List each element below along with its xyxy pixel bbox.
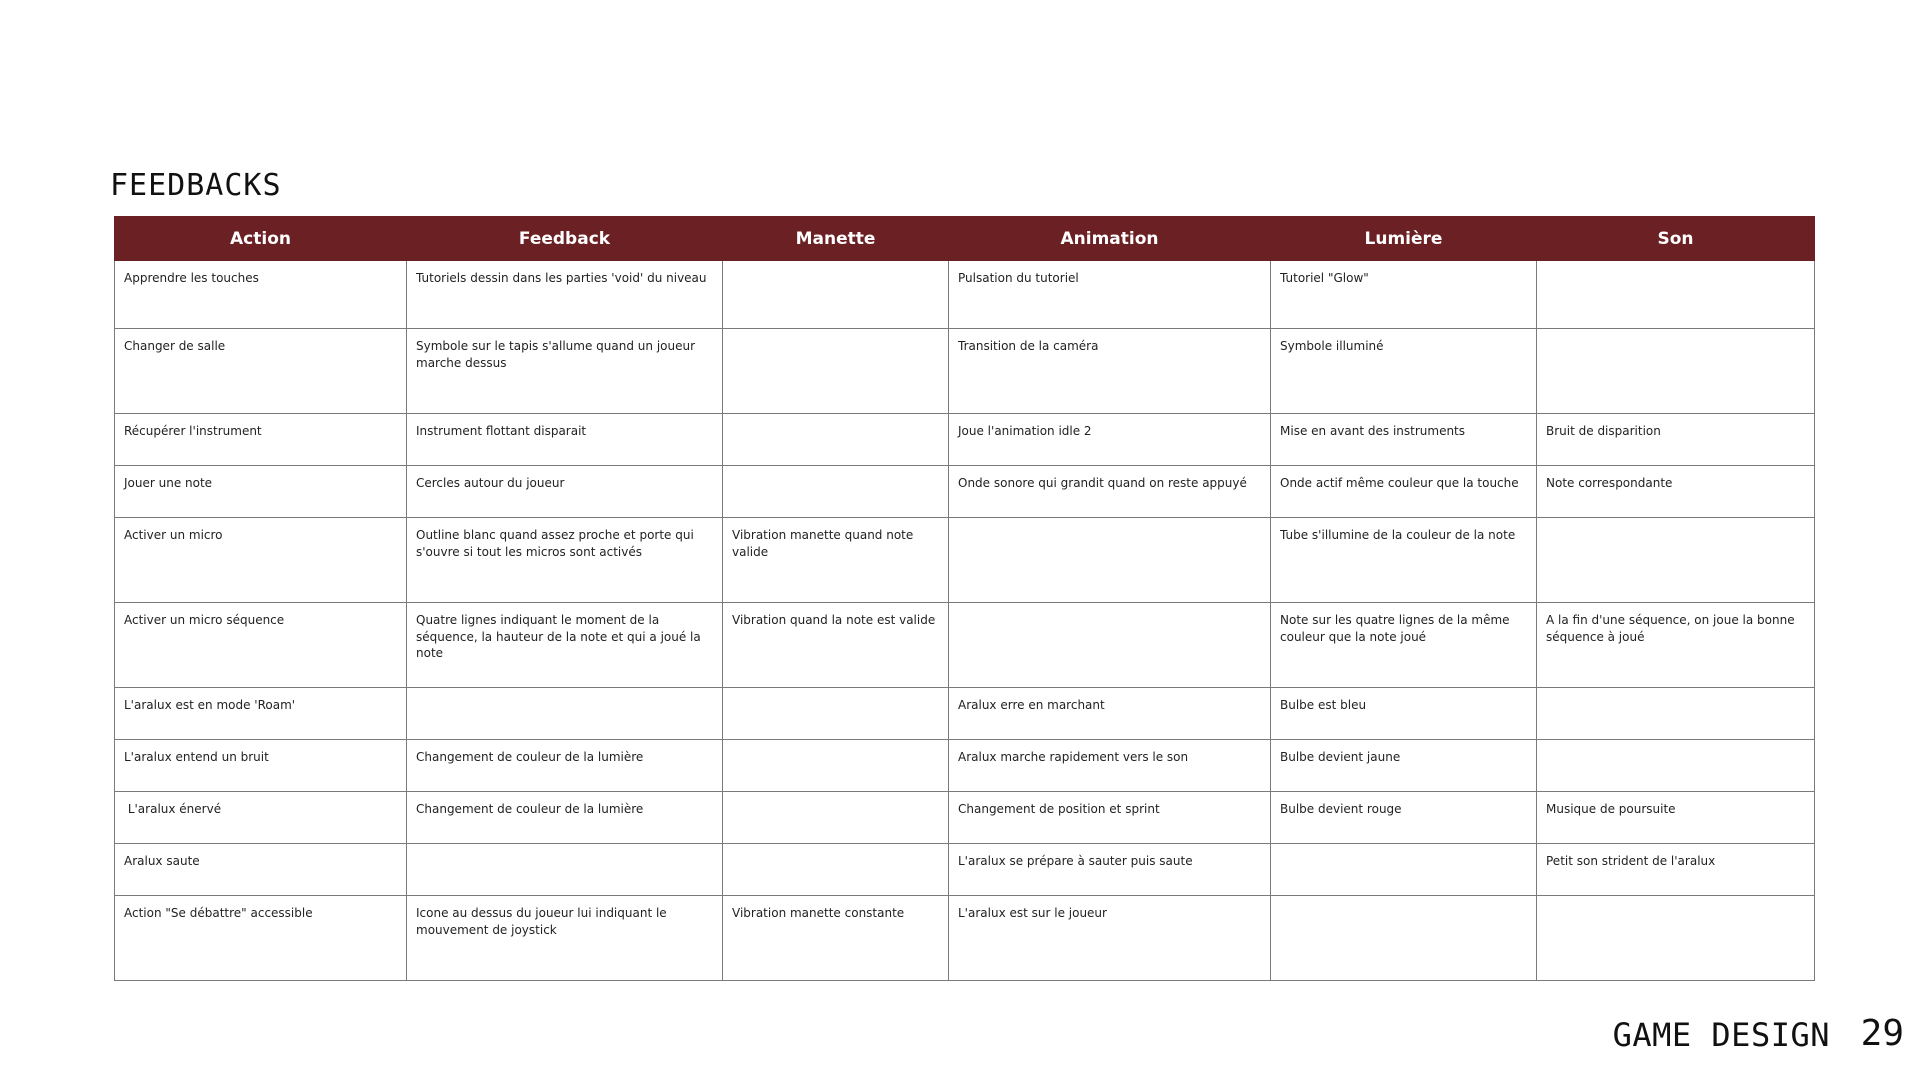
table-cell [723,740,949,792]
header-manette: Manette [723,217,949,261]
table-row [115,844,1815,896]
table-cell: Pulsation du tutoriel [949,261,1271,329]
table-cell [723,792,949,844]
footer-section-label: GAME DESIGN [1612,1016,1830,1054]
table-cell: Mise en avant des instruments [1271,414,1537,466]
table-row [115,740,1815,792]
table-cell: Changement de position et sprint [949,792,1271,844]
table-cell [1537,688,1815,740]
table-cell: Tube s'illumine de la couleur de la note [1271,518,1537,603]
table-cell: Vibration manette constante [723,896,949,981]
table-cell: Symbole sur le tapis s'allume quand un joueur marche dessus [407,329,723,414]
header-animation: Animation [949,217,1271,261]
table-cell [723,844,949,896]
table-cell: Aralux saute [115,844,407,896]
table-row [115,466,1815,518]
table-cell: Musique de poursuite [1537,792,1815,844]
table-cell [1537,896,1815,981]
table-row [115,329,1815,414]
table-cell [1537,518,1815,603]
table-cell: L'aralux énervé [115,792,407,844]
table-cell: Aralux erre en marchant [949,688,1271,740]
table-cell: L'aralux se prépare à sauter puis saute [949,844,1271,896]
table-cell [1537,329,1815,414]
table-cell: L'aralux est en mode 'Roam' [115,688,407,740]
table-cell [949,518,1271,603]
table-cell [407,844,723,896]
table-cell: Tutoriels dessin dans les parties 'void' du niveau [407,261,723,329]
table-cell: Action "Se débattre" accessible [115,896,407,981]
table-cell [723,414,949,466]
table-cell: Aralux marche rapidement vers le son [949,740,1271,792]
header-lumiere: Lumière [1271,217,1537,261]
table-cell: Vibration manette quand note valide [723,518,949,603]
table-row [115,414,1815,466]
page-title: FEEDBACKS [110,168,282,203]
table-cell [723,329,949,414]
table-cell: A la fin d'une séquence, on joue la bonne séquence à joué [1537,603,1815,688]
table-cell: Jouer une note [115,466,407,518]
table-cell: Activer un micro [115,518,407,603]
header-feedback: Feedback [407,217,723,261]
table-row [115,518,1815,603]
table-cell: L'aralux est sur le joueur [949,896,1271,981]
table-cell [723,688,949,740]
table-row [115,261,1815,329]
table-cell: Récupérer l'instrument [115,414,407,466]
table-cell: Changement de couleur de la lumière [407,792,723,844]
table-row [115,603,1815,688]
table-cell: Icone au dessus du joueur lui indiquant le mouvement de joystick [407,896,723,981]
table-cell: Symbole illuminé [1271,329,1537,414]
table-cell: Changer de salle [115,329,407,414]
table-cell: Joue l'animation idle 2 [949,414,1271,466]
table-row [115,792,1815,844]
table-cell [1537,261,1815,329]
table-cell: Bulbe devient rouge [1271,792,1537,844]
table-cell: Instrument flottant disparait [407,414,723,466]
table-cell: Cercles autour du joueur [407,466,723,518]
table-row [115,896,1815,981]
feedback-table [114,216,1815,981]
table-header-row [115,217,1815,261]
table-cell: Quatre lignes indiquant le moment de la séquence, la hauteur de la note et qui a joué la note [407,603,723,688]
table-cell: Outline blanc quand assez proche et porte qui s'ouvre si tout les micros sont activés [407,518,723,603]
table-cell [1537,740,1815,792]
table-cell: Vibration quand la note est valide [723,603,949,688]
table-cell: Transition de la caméra [949,329,1271,414]
table-cell: Onde sonore qui grandit quand on reste appuyé [949,466,1271,518]
table-cell: Bulbe est bleu [1271,688,1537,740]
table-cell: Note correspondante [1537,466,1815,518]
table-cell [723,466,949,518]
table-cell [1271,896,1537,981]
table-cell: Onde actif même couleur que la touche [1271,466,1537,518]
table-cell [949,603,1271,688]
table-cell: Note sur les quatre lignes de la même couleur que la note joué [1271,603,1537,688]
table-cell [723,261,949,329]
table-cell [407,688,723,740]
table-cell: Tutoriel "Glow" [1271,261,1537,329]
table-cell: Bulbe devient jaune [1271,740,1537,792]
page-number: 29 [1860,1013,1904,1054]
table-cell: Activer un micro séquence [115,603,407,688]
table-cell [1271,844,1537,896]
table-cell: Bruit de disparition [1537,414,1815,466]
table-cell: Apprendre les touches [115,261,407,329]
header-action: Action [115,217,407,261]
header-son: Son [1537,217,1815,261]
table-cell: Changement de couleur de la lumière [407,740,723,792]
table-cell: Petit son strident de l'aralux [1537,844,1815,896]
table-cell: L'aralux entend un bruit [115,740,407,792]
table-row [115,688,1815,740]
